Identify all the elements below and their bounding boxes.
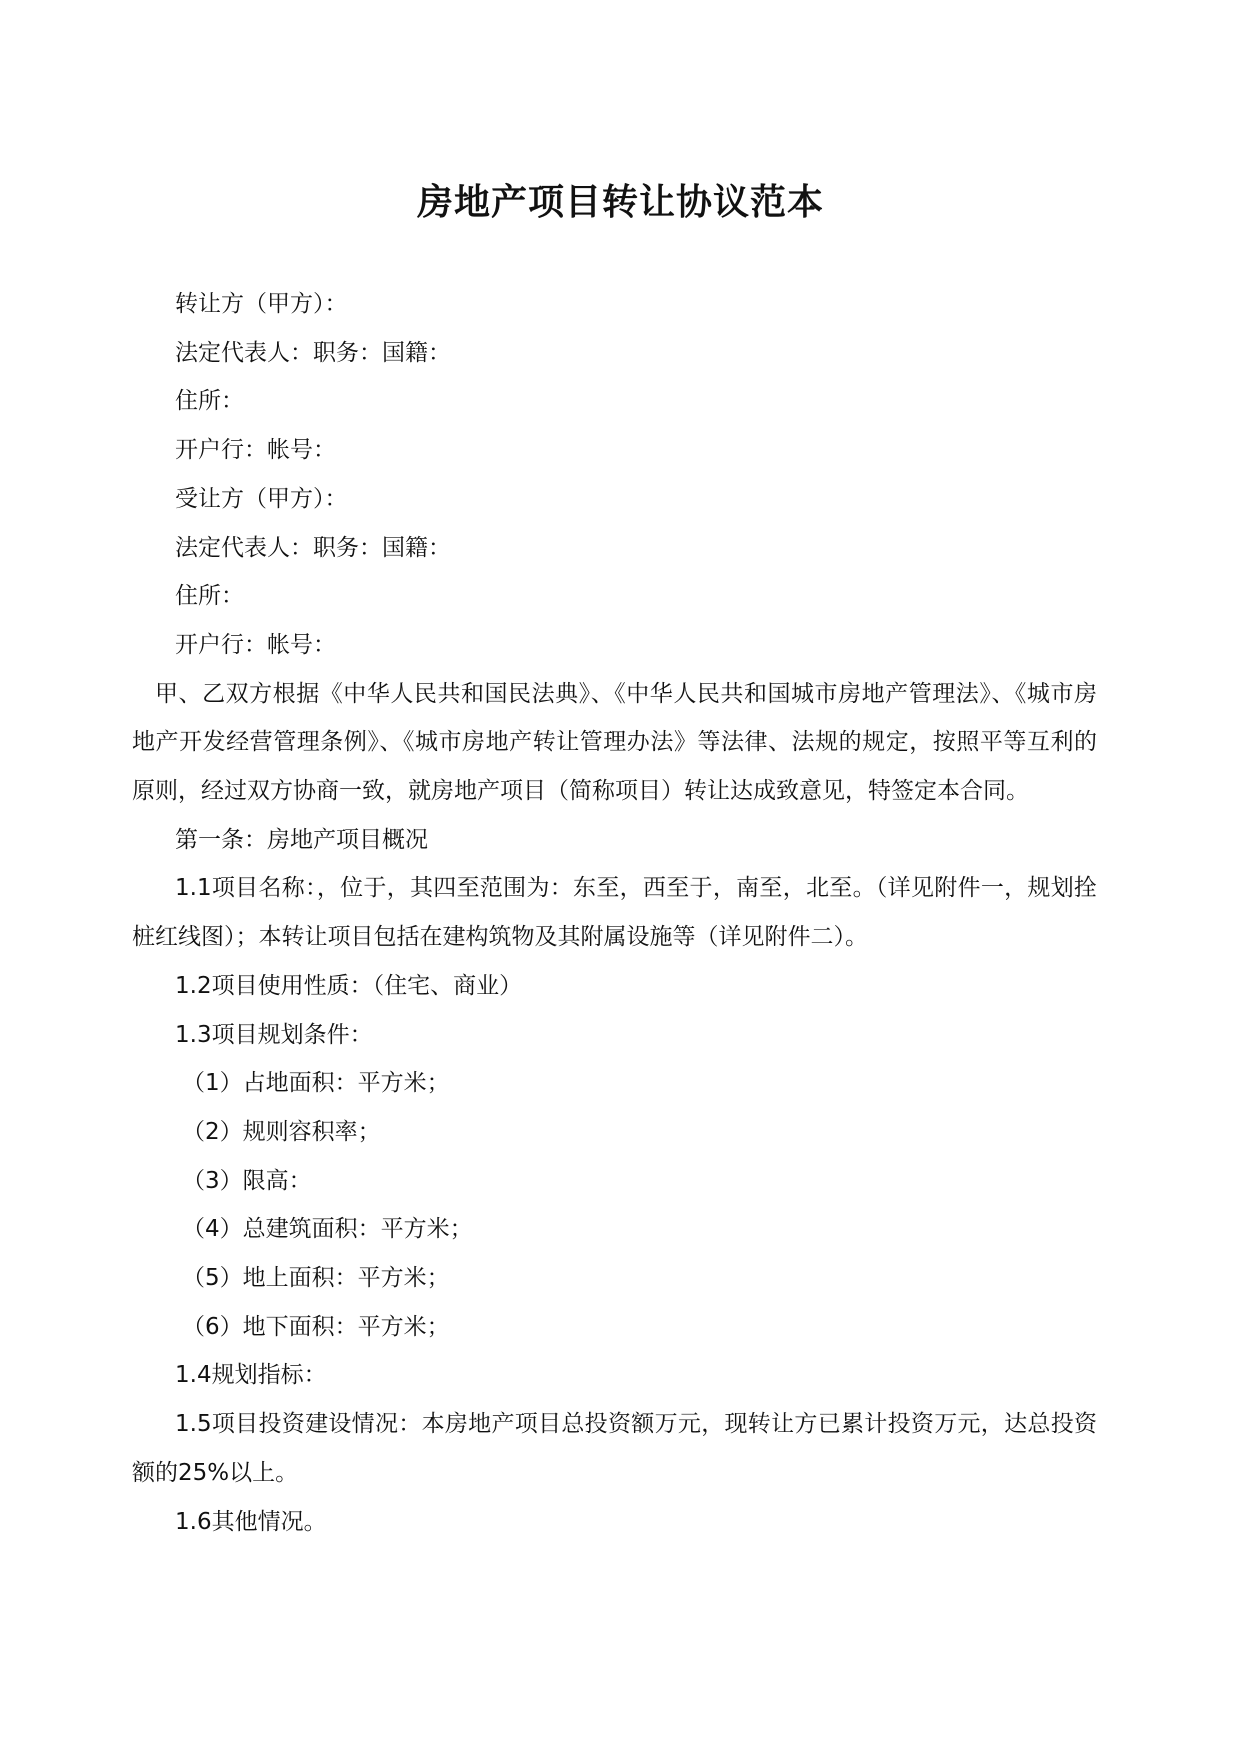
- transferee-line: 受让方（甲方）：: [175, 485, 348, 512]
- preamble-paragraph: 甲、乙双方根据《中华人民共和国民法典》、《中华人民共和国城市房地产管理法》、《城市房地产开发经营管理条例》、《城市房地产转让管理办法》等法律、法规的规定，按照平等互利的原则，经过双方协商一致，就房地产项目（简称项目）转让达成致意见，特签定本合同。: [132, 680, 1097, 805]
- clause-1-5: 1.5项目投资建设情况：本房地产项目总投资额万元，现转让方已累计投资万元，达总投资额的25%以上。: [132, 1411, 1097, 1486]
- clause-1-3-item-6: （6）地下面积：平方米；: [182, 1313, 450, 1340]
- clause-1-3-item-1: （1）占地面积：平方米；: [182, 1070, 450, 1097]
- transferor-representative-line: 法定代表人：职务：国籍：: [175, 339, 451, 366]
- document-body: [132, 280, 1097, 1546]
- transferee-representative-line: 法定代表人：职务：国籍：: [175, 534, 451, 561]
- clause-1-3-item-2: （2）规则容积率；: [182, 1118, 381, 1145]
- clause-1-3: 1.3项目规划条件：: [175, 1021, 373, 1048]
- clause-1-3-item-3: （3）限高：: [182, 1167, 312, 1194]
- clause-1-3-item-5: （5）地上面积：平方米；: [182, 1265, 450, 1292]
- article-one-heading: 第一条：房地产项目概况: [175, 826, 428, 853]
- document-title: 房地产项目转让协议范本: [416, 182, 824, 224]
- clause-1-2: 1.2项目使用性质：（住宅、商业）: [175, 972, 523, 999]
- transferee-bank-line: 开户行：帐号：: [175, 631, 336, 658]
- clause-1-6: 1.6其他情况。: [175, 1508, 327, 1535]
- transferor-address-line: 住所：: [175, 388, 244, 415]
- clause-1-4: 1.4规划指标：: [175, 1362, 327, 1389]
- clause-1-1: 1.1项目名称：，位于，其四至范围为：东至，西至于，南至，北至。（详见附件一，规划拴桩红线图）；本转让项目包括在建构筑物及其附属设施等（详见附件二）。: [132, 875, 1097, 951]
- clause-1-3-item-4: （4）总建筑面积：平方米；: [182, 1216, 473, 1243]
- transferee-address-line: 住所：: [175, 583, 244, 610]
- transferor-bank-line: 开户行：帐号：: [175, 437, 336, 464]
- transferor-line: 转让方（甲方）：: [175, 291, 348, 317]
